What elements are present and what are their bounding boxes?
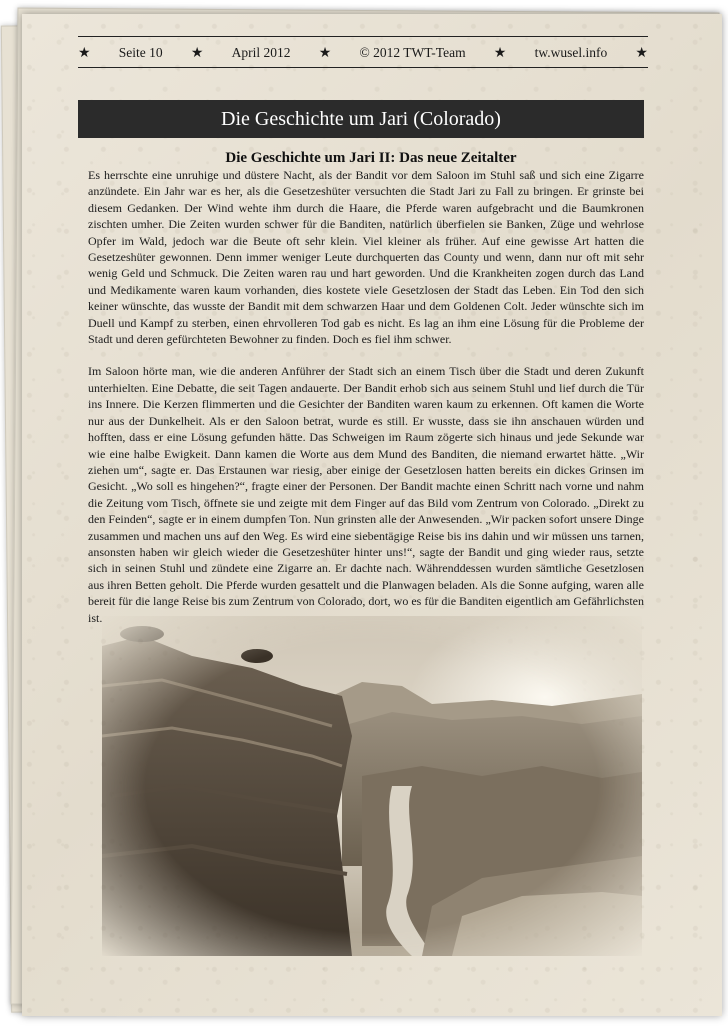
star-icon: ★	[493, 45, 507, 61]
header-page-number: Seite 10	[118, 45, 163, 60]
page-header	[78, 44, 648, 62]
article-body	[88, 167, 644, 626]
header-website: tw.wusel.info	[534, 45, 608, 60]
article-title: Die Geschichte um Jari (Colorado)	[221, 107, 501, 130]
canyon-photo-image	[102, 616, 642, 956]
article-title-banner	[78, 100, 644, 138]
header-rule-top	[78, 36, 648, 37]
star-icon: ★	[318, 45, 332, 61]
canyon-photo	[102, 616, 642, 956]
star-icon: ★	[78, 45, 91, 61]
article-paragraph: Im Saloon hörte man, wie die anderen Anführer der Stadt sich an einem Tisch über die Stadt und deren Zukunft unterhielten. Eine Debatte, die seit Tagen andauerte. Der Bandit erhob sich aus seinem Stuhl und lief durch die Tür ins Innere. Die Kerzen flimmerten und die Gesichter der Banditen waren kaum zu erkennen. Oft kamen die Worte nur aus der Dunkelheit. Als er den Saloon betrat, wurde es still. Er wusste, dass sie ihn anschauen würden und hofften, dass er eine Lösung gefunden hätte. Das Schweigen im Raum zögerte sich hinaus und jede Sekunde war wie eine halbe Ewigkeit. Dann kamen die Worte aus dem Mund des Banditen, die niemand erwartet hätte. „Wir ziehen um“, sagte er. Das Erstaunen war riesig, aber einige der Gesetzlosen hatten bereits ein dickes Grinsen im Gesicht. „Wo soll es hingehen?“, fragte einer der Personen. Der Bandit machte einen Schritt nach vorne und nahm die Zeitung vom Tisch, öffnete sie und zeigte mit dem Finger auf das Bild vom Zentrum von Colorado. „Direkt zu den Feinden“, sagte er in einem dumpfen Ton. Nun grinsten alle der Anwesenden. „Wir packen sofort unsere Dinge zusammen und machen uns auf den Weg. Es wird eine siebentägige Reise bis ins dahin und wir müssen uns tarnen, ansonsten haben wir gleich wieder die Gesetzeshüter hinter uns!“, sagte der Bandit und ging wieder raus, setzte sich in seinen Stuhl und zündete eine Zigarre an. Er dachte nach. Währenddessen wurden sämtliche Gesetzlosen aus ihren Betten geholt. Die Pferde wurden gesattelt und die Planwagen beladen. Als die Sonne aufging, waren alle bereit für die lange Reise bis zum Zentrum von Colorado, dort, wo es für die Banditen eigentlich am Gefährlichsten ist.	[88, 364, 644, 625]
header-rule-bottom	[78, 67, 648, 68]
article-subtitle: Die Geschichte um Jari II: Das neue Zeitalter	[225, 150, 517, 166]
star-icon: ★	[190, 45, 204, 61]
article-paragraph: Es herrschte eine unruhige und düstere Nacht, als der Bandit vor dem Saloon im Stuhl saß und sich eine Zigarre anzündete. Ein Jahr war es her, als die Gesetzeshüter versuchten die Stadt Jari zu Fall zu bringen. Er grinste bei diesem Gedanken. Der Wind wehte ihm durch die Haare, die Pferde waren aufgebracht und die Baumkronen zischten umher. Die Zeiten wurden schwer für die Banditen, natürlich überfielen sie Banken, Züge und wehrlose Opfer im Wald, jedoch war die Beute oft sehr klein. Viel kleiner als früher. Auf eine gewisse Art hatten die Gesetzeshüter gewonnen. Denn immer weniger Leute durchquerten das County und wenn, dann nur oft mit sehr wenig Geld und Schmuck. Die Zeiten waren rau und hart geworden. Und die Krankheiten zogen durch das Land und Medikamente waren kaum vorhanden, dies kostete viele Gesetzlosen der Stadt das Leben. Ein Tod den sich keiner wünschte, das wusste der Bandit mit dem schwarzen Haar und dem Goldenen Colt. Jeder wünschte sich im Duell und Kampf zu sterben, einen ehrvolleren Tod gab es nicht. Es lag an ihm eine Lösung für die Probleme der Stadt und deren gefürchteten Bewohner zu finden. Doch es fiel ihm schwer.	[88, 168, 644, 347]
star-icon: ★	[635, 45, 648, 61]
header-date: April 2012	[231, 45, 291, 60]
header-copyright: © 2012 TWT-Team	[359, 45, 466, 60]
